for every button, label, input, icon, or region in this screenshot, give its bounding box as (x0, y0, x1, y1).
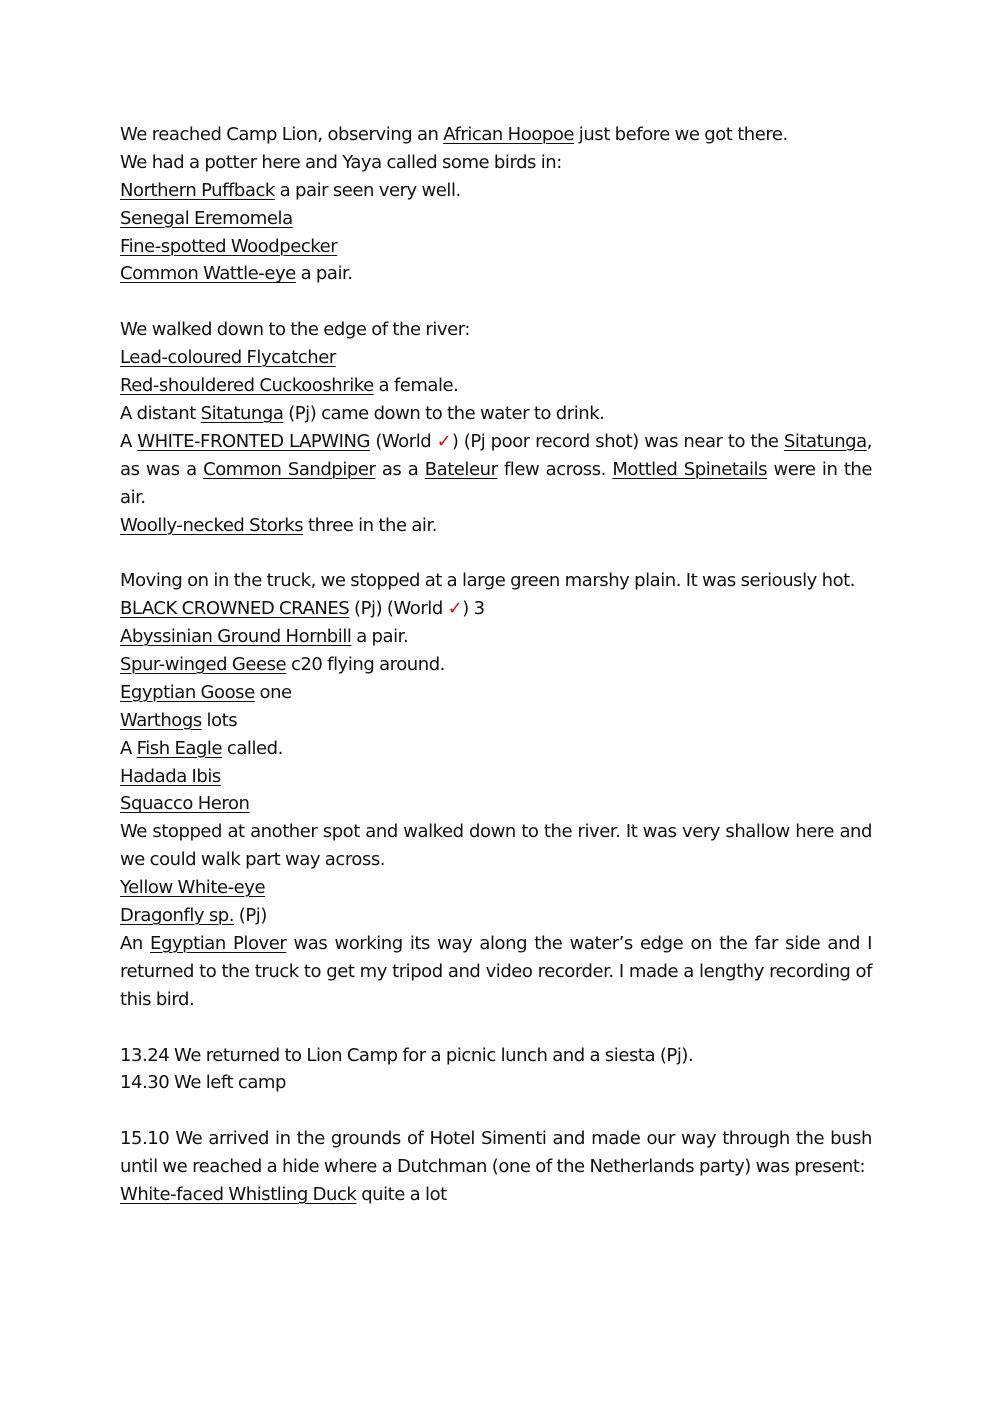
text-line (120, 1042, 872, 1070)
text-run: (Pj) (234, 905, 267, 927)
species-name: Red-shouldered Cuckooshrike (120, 375, 374, 397)
text-run: We stopped at another spot and walked down to the river. It was very shallow here and we could walk part way across. (120, 821, 872, 871)
bird-entry (120, 260, 872, 288)
species-name: White-faced Whistling Duck (120, 1184, 357, 1206)
text-run: was working its way along the water’s edge on the far side and I returned to the truck to get my tripod and video recorder. I made a lengthy recording of this bird. (120, 932, 872, 1010)
text-run: a pair. (295, 263, 353, 285)
paragraph (120, 930, 872, 1014)
text-run: A (120, 737, 137, 759)
text-run: as a (375, 458, 425, 480)
text-run: We walked down to the edge of the river: (120, 319, 470, 341)
text-run: 14.30 We left camp (120, 1072, 286, 1094)
species-name: Sitatunga (200, 402, 284, 424)
document-page (120, 121, 872, 1209)
text-run: quite a lot (356, 1184, 447, 1206)
text-run: (Pj) (World (349, 598, 448, 620)
bird-entry (120, 595, 872, 623)
species-name: Common Wattle-eye (120, 263, 296, 285)
paragraph (120, 1125, 872, 1181)
text-run: A (120, 430, 138, 452)
species-name: Senegal Eremomela (120, 207, 293, 229)
bird-entry (120, 735, 872, 763)
text-run: a pair seen very well. (274, 179, 461, 201)
text-run: ) (Pj poor record shot) was near to the (451, 430, 784, 452)
text-line (120, 1069, 872, 1097)
bird-entry (120, 623, 872, 651)
bird-entry (120, 372, 872, 400)
paragraph (120, 818, 872, 874)
paragraph-gap (120, 539, 872, 567)
paragraph (120, 567, 872, 595)
text-run: We reached Camp Lion, observing an (120, 124, 444, 145)
text-run: (World (369, 430, 437, 452)
bird-entry (120, 763, 872, 791)
bird-entry (120, 177, 872, 205)
text-run: a pair. (351, 626, 409, 648)
checkmark-icon: ✓ (436, 430, 452, 452)
species-name: Egyptian Goose (120, 681, 255, 703)
bird-entry (120, 679, 872, 707)
text-run: just before we got there. (574, 124, 788, 145)
bird-entry (120, 874, 872, 902)
species-name: BLACK CROWNED CRANES (120, 598, 350, 620)
bird-entry (120, 512, 872, 540)
bird-entry (120, 902, 872, 930)
text-run: a female. (373, 375, 459, 397)
text-run: 13.24 We returned to Lion Camp for a picnic lunch and a siesta (Pj). (120, 1044, 694, 1066)
species-name: Northern Puffback (120, 179, 275, 201)
text-line (120, 121, 872, 149)
text-run: (Pj) came down to the water to drink. (283, 402, 605, 424)
species-name: Squacco Heron (120, 793, 250, 815)
checkmark-icon: ✓ (447, 598, 463, 620)
paragraph-gap (120, 1014, 872, 1042)
bird-entry (120, 344, 872, 372)
species-name: Fish Eagle (136, 737, 223, 759)
text-line (120, 400, 872, 428)
species-name: Bateleur (424, 458, 498, 480)
text-run: called. (222, 737, 283, 759)
species-name: WHITE-FRONTED LAPWING (137, 430, 370, 452)
text-run: one (254, 681, 292, 703)
species-name: African Hoopoe (443, 124, 575, 145)
text-line (120, 316, 872, 344)
bird-entry (120, 233, 872, 261)
text-run: A distant (120, 402, 201, 424)
text-run: c20 flying around. (286, 653, 445, 675)
bird-entry (120, 205, 872, 233)
species-name: Warthogs (120, 709, 202, 731)
text-line (120, 149, 872, 177)
text-run: We had a potter here and Yaya called some birds in: (120, 151, 562, 173)
text-run: , as was a (120, 430, 872, 480)
text-run: An (120, 932, 151, 954)
text-run: were in the air. (120, 458, 873, 508)
species-name: Sitatunga (783, 430, 867, 452)
bird-entry (120, 1181, 872, 1209)
species-name: Abyssinian Ground Hornbill (120, 626, 352, 648)
species-name: Spur-winged Geese (120, 653, 287, 675)
bird-entry (120, 790, 872, 818)
text-run: Moving on in the truck, we stopped at a large green marshy plain. It was seriously hot. (120, 570, 856, 592)
paragraph-gap (120, 288, 872, 316)
species-name: Lead-coloured Flycatcher (120, 347, 336, 369)
species-name: Common Sandpiper (203, 458, 376, 480)
paragraph (120, 428, 872, 512)
bird-entry (120, 651, 872, 679)
species-name: Egyptian Plover (150, 932, 287, 954)
species-name: Hadada Ibis (120, 765, 221, 787)
text-run: lots (201, 709, 238, 731)
text-run: flew across. (497, 458, 613, 480)
species-name: Dragonfly sp. (120, 905, 235, 927)
species-name: Woolly-necked Storks (120, 514, 304, 536)
paragraph-gap (120, 1097, 872, 1125)
species-name: Fine-spotted Woodpecker (120, 235, 338, 257)
text-run: three in the air. (303, 514, 438, 536)
text-run: 15.10 We arrived in the grounds of Hotel Simenti and made our way through the bush until we reached a hide where a Dutchman (one of the Netherlands party) was present: (120, 1128, 872, 1178)
text-run: ) 3 (462, 598, 485, 620)
bird-entry (120, 707, 872, 735)
species-name: Mottled Spinetails (612, 458, 768, 480)
species-name: Yellow White-eye (120, 877, 266, 899)
